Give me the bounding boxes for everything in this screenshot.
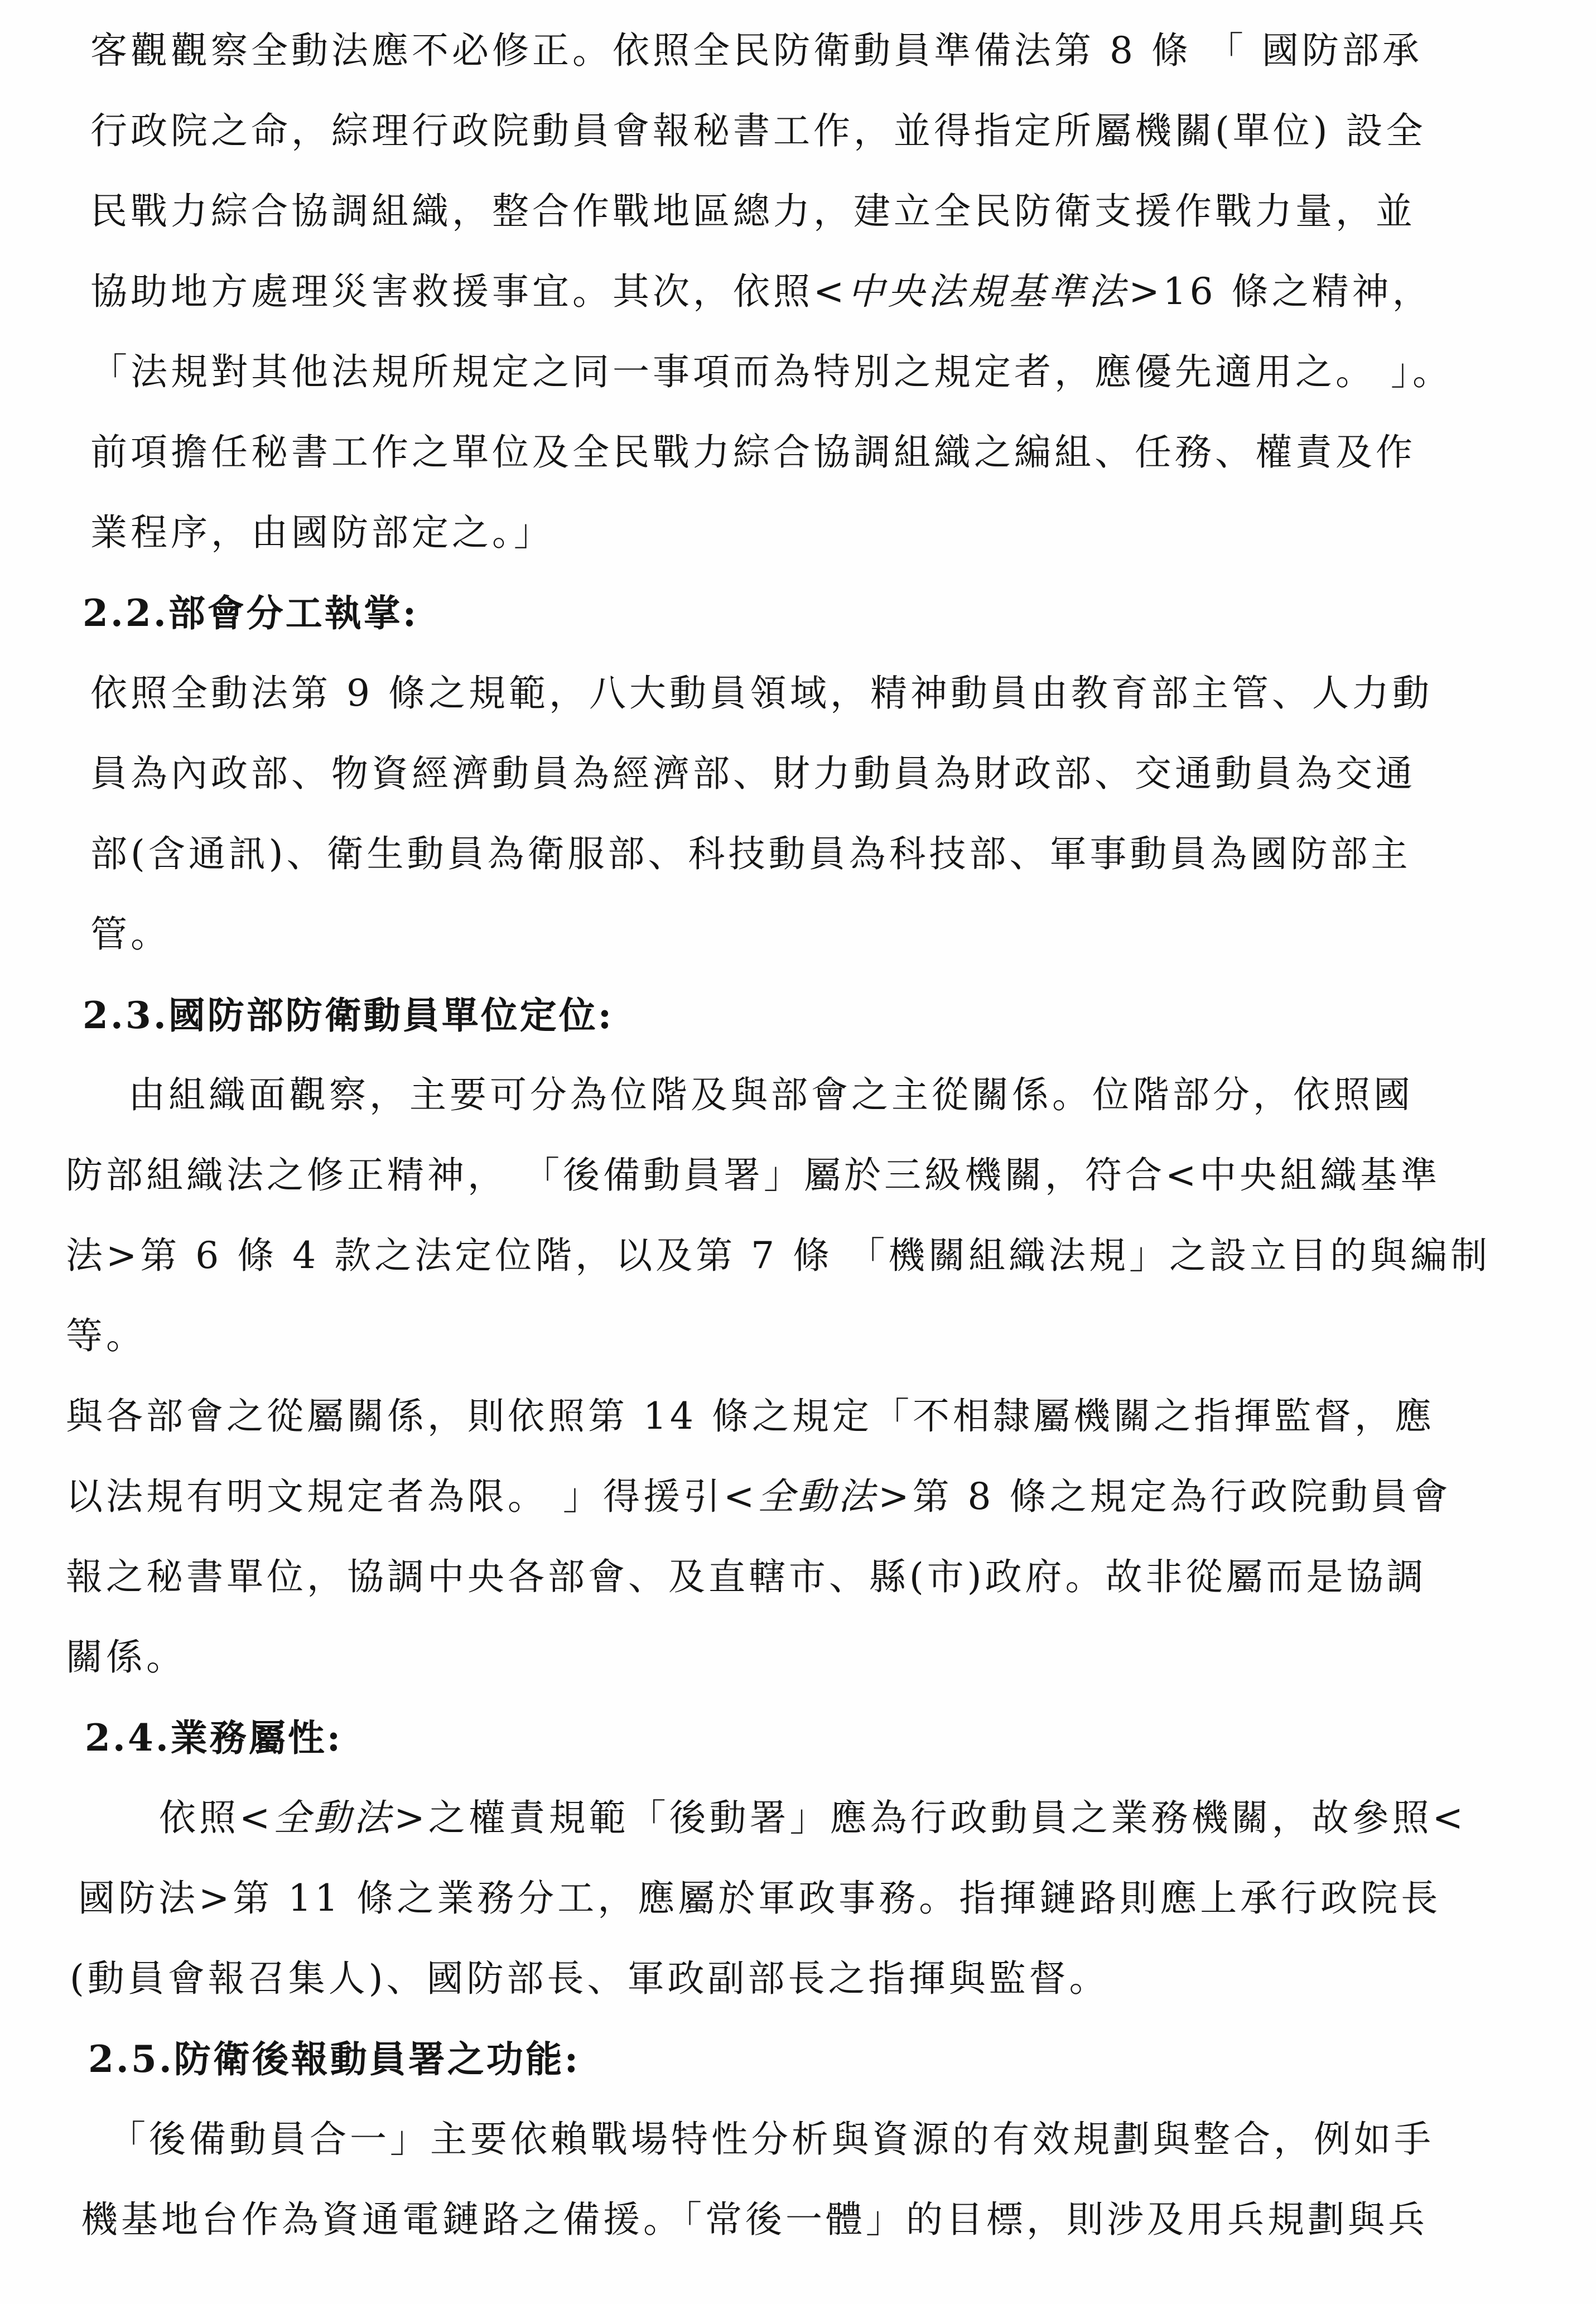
intro-line-4-before: 協助地方處理災害救援事宜。其次，依照< xyxy=(90,270,848,313)
section-2-4-heading: 2.4.業務屬性: xyxy=(85,1716,343,1760)
section-2-3-line-2: 防部組織法之修正精神， 「後備動員署」屬於三級機關，符合<中央組織基準 xyxy=(66,1154,1441,1197)
section-2-3-line-6-before: 以法規有明文規定者為限。 」得援引< xyxy=(66,1475,758,1518)
section-2-2-line-1: 依照全動法第 9 條之規範，八大動員領域，精神動員由教育部主管、人力動 xyxy=(90,672,1433,715)
section-2-4-line-1-after: >之權責規範「後動署」應為行政動員之業務機關，故參照< xyxy=(394,1796,1467,1839)
section-2-2-line-2: 員為內政部、物資經濟動員為經濟部、財力動員為財政部、交通動員為交通 xyxy=(90,752,1416,795)
intro-line-3: 民戰力綜合協調組織，整合作戰地區總力，建立全民防衛支援作戰力量，並 xyxy=(90,190,1416,233)
section-2-3-line-4: 等。 xyxy=(66,1314,146,1357)
section-2-4-line-1-before: 依照< xyxy=(159,1796,274,1839)
section-2-4-line-1 xyxy=(159,1793,1467,1843)
intro-line-4 xyxy=(90,267,1433,317)
statute-title-italic: 全動法 xyxy=(758,1475,879,1518)
intro-line-1: 客觀觀察全動法應不必修正。依照全民防衛動員準備法第 8 條 「 國防部承 xyxy=(90,29,1423,72)
section-2-3-line-7: 報之秘書單位，協調中央各部會、及直轄市、縣(市)政府。故非從屬而是協調 xyxy=(66,1555,1427,1598)
section-2-3-line-3: 法>第 6 條 4 款之法定位階，以及第 7 條 「機關組織法規」之設立目的與編制 xyxy=(66,1234,1491,1277)
section-2-3-line-1: 由組織面觀察，主要可分為位階及與部會之主從關係。位階部分，依照國 xyxy=(128,1073,1414,1116)
section-2-5-line-1: 「後備動員合一」主要依賴戰場特性分析與資源的有效規劃與整合，例如手 xyxy=(109,2118,1434,2161)
section-2-5-heading: 2.5.防衛後報動員署之功能: xyxy=(88,2037,581,2081)
statute-title-italic: 全動法 xyxy=(273,1796,394,1839)
intro-line-2: 行政院之命，綜理行政院動員會報秘書工作，並得指定所屬機關(單位) 設全 xyxy=(90,109,1426,152)
section-2-3-heading: 2.3.國防部防衛動員單位定位: xyxy=(83,994,614,1037)
section-2-4-line-3: (動員會報召集人)、國防部長、軍政副部長之指揮與監督。 xyxy=(70,1957,1110,2000)
section-2-3-line-5: 與各部會之從屬關係，則依照第 14 條之規定「不相隸屬機關之指揮監督，應 xyxy=(66,1395,1435,1438)
section-2-4-line-2: 國防法>第 11 條之業務分工，應屬於軍政事務。指揮鏈路則應上承行政院長 xyxy=(78,1877,1441,1920)
section-2-5-line-2: 機基地台作為資通電鏈路之備援。「常後一體」的目標，則涉及用兵規劃與兵 xyxy=(81,2198,1428,2241)
section-2-2-line-3: 部(含通訊)、衛生動員為衛服部、科技動員為科技部、軍事動員為國防部主 xyxy=(90,832,1411,875)
intro-line-5: 「法規對其他法規所規定之同一事項而為特別之規定者，應優先適用之。 」。 xyxy=(90,350,1453,393)
section-2-3-line-8: 關係。 xyxy=(66,1636,186,1679)
intro-line-4-after: >16 條之精神， xyxy=(1129,270,1433,313)
intro-line-7: 業程序，由國防部定之。」 xyxy=(90,511,554,554)
section-2-3-line-6 xyxy=(66,1472,1452,1522)
section-2-2-heading: 2.2.部會分工執掌: xyxy=(83,591,419,635)
section-2-3-line-6-after: >第 8 條之規定為行政院動員會 xyxy=(878,1475,1452,1518)
intro-line-6: 前項擔任秘書工作之單位及全民戰力綜合協調組織之編組、任務、權責及作 xyxy=(90,431,1416,474)
section-2-2-line-4: 管。 xyxy=(90,913,171,956)
statute-title-italic: 中央法規基準法 xyxy=(847,270,1129,313)
